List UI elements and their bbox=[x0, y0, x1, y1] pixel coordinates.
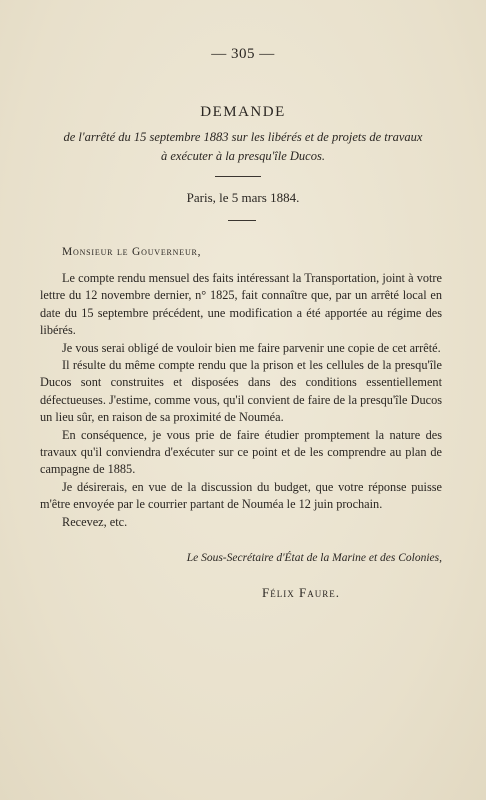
title-divider bbox=[215, 176, 261, 177]
date-divider bbox=[228, 220, 256, 221]
dateline: Paris, le 5 mars 1884. bbox=[186, 190, 300, 205]
subtitle-line-2: à exécuter à la presqu'île Ducos. bbox=[161, 149, 325, 163]
subtitle-line-1: de l'arrêté du 15 septembre 1883 sur les libérés et de projets de travaux bbox=[63, 130, 423, 144]
signature: Félix Faure. bbox=[262, 585, 340, 600]
paragraph: En conséquence, je vous prie de faire étudier promptement la nature des travaux qu'il conviendra d'exécuter sur ce point et de les comprendre au plan de campagne de 1885. bbox=[40, 427, 442, 477]
signoff: Le Sous-Secrétaire d'État de la Marine et des Colonies, bbox=[186, 552, 442, 564]
paragraph: Recevez, etc. bbox=[62, 514, 128, 529]
paragraph: Je vous serai obligé de vouloir bien me faire parvenir une copie de cet arrêté. bbox=[62, 340, 441, 355]
document-title: DEMANDE bbox=[200, 104, 286, 120]
letter-body bbox=[40, 270, 442, 531]
paragraph: Je désirerais, en vue de la discussion du budget, que votre réponse puisse m'être envoyée par le courrier partant de Nouméa le 12 juin prochain. bbox=[40, 479, 442, 512]
paragraph: Il résulte du même compte rendu que la prison et les cellules de la presqu'île Ducos sont construites et disposées dans des conditions essentiellement défectueuses. J'estime, comme vous, qu'il convient de faire de la presqu'île Ducos un lieu sûr, en raison de sa proximité de Nouméa. bbox=[40, 358, 442, 425]
document-subtitle bbox=[40, 128, 446, 166]
page-number: — 305 — bbox=[211, 46, 275, 62]
paragraph: Le compte rendu mensuel des faits intéressant la Transportation, joint à votre lettre du 12 novembre dernier, n° 1825, fait connaître que, par un arrêté local en date du 15 septembre précédent, une modification a été apportée au régime des libérés. bbox=[40, 271, 442, 338]
salutation: Monsieur le Gouverneur, bbox=[62, 246, 202, 258]
